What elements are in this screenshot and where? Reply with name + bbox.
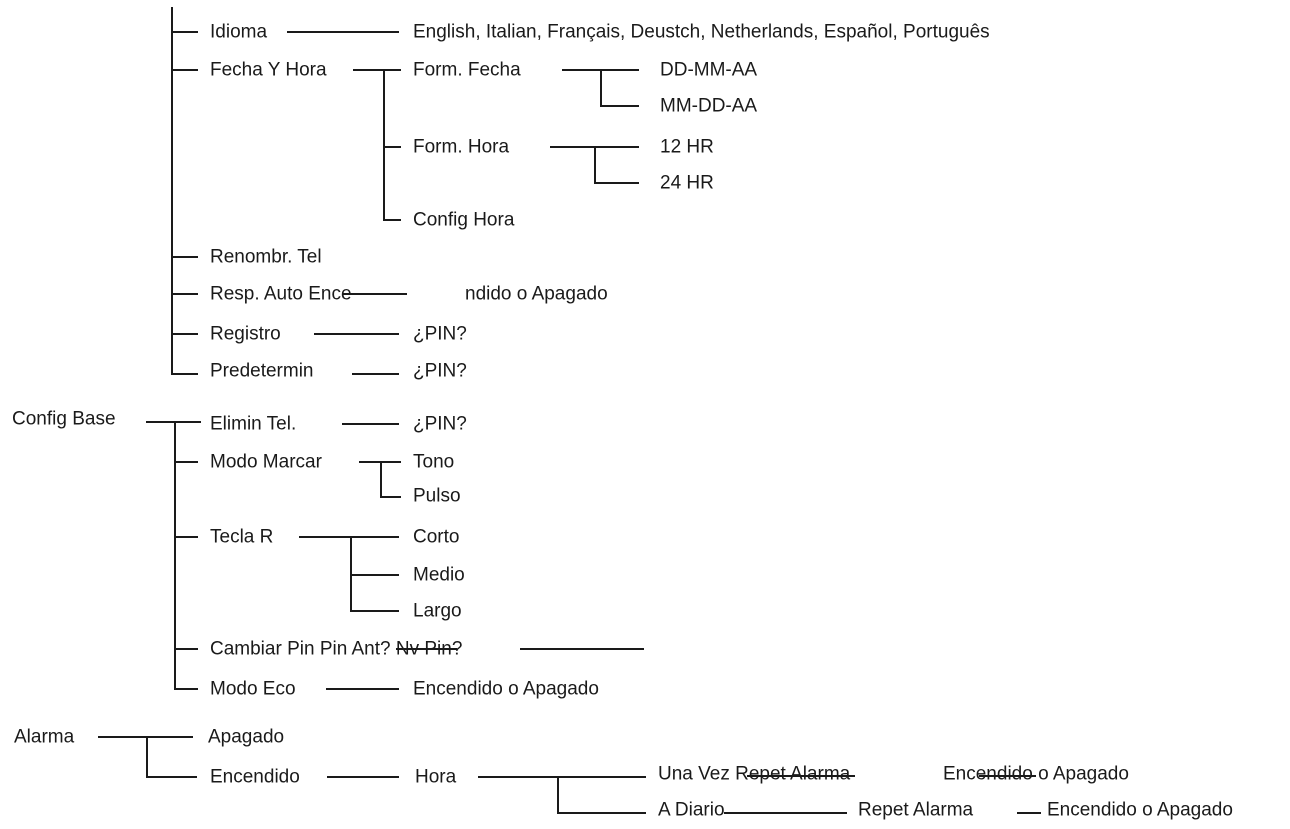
node-apagado: Apagado bbox=[208, 726, 285, 748]
node-fecha-y-hora: Fecha Y Hora bbox=[210, 59, 327, 81]
node-a-diario: A Diario bbox=[658, 799, 725, 821]
node-pulso: Pulso bbox=[413, 485, 461, 507]
node-alarma: Alarma bbox=[14, 726, 75, 748]
node-form-hora: Form. Hora bbox=[413, 136, 510, 158]
node-config-base: Config Base bbox=[12, 408, 116, 430]
node-tono: Tono bbox=[413, 451, 455, 473]
node-elimin-tel: Elimin Tel. bbox=[210, 413, 297, 435]
node-renombr-tel: Renombr. Tel bbox=[210, 246, 322, 268]
node-resp-auto-value: ndido o Apagado bbox=[465, 283, 608, 305]
node-24-hr: 24 HR bbox=[660, 172, 714, 194]
node-cambiar-pin: Cambiar Pin Pin Ant? Nv Pin? bbox=[210, 638, 463, 660]
node-idiomas: English, Italian, Français, Deustch, Netherlands, Español, Português bbox=[413, 21, 990, 43]
node-medio: Medio bbox=[413, 564, 465, 586]
node-modo-eco-value: Encendido o Apagado bbox=[413, 678, 599, 700]
node-elimin-pin: ¿PIN? bbox=[413, 413, 467, 435]
node-registro-pin: ¿PIN? bbox=[413, 323, 467, 345]
node-corto: Corto bbox=[413, 526, 460, 548]
node-idioma: Idioma bbox=[210, 21, 268, 43]
node-form-fecha: Form. Fecha bbox=[413, 59, 521, 81]
node-largo: Largo bbox=[413, 600, 462, 622]
node-encendido: Encendido bbox=[210, 766, 300, 788]
node-una-vez-value: Encendido o Apagado bbox=[943, 763, 1129, 785]
node-hora: Hora bbox=[415, 766, 457, 788]
node-repet-alarma: Repet Alarma bbox=[858, 799, 974, 821]
node-config-hora: Config Hora bbox=[413, 209, 515, 231]
node-mm-dd-aa: MM-DD-AA bbox=[660, 95, 758, 117]
node-tecla-r: Tecla R bbox=[210, 526, 274, 548]
node-modo-eco: Modo Eco bbox=[210, 678, 296, 700]
node-predetermin-pin: ¿PIN? bbox=[413, 360, 467, 382]
node-dd-mm-aa: DD-MM-AA bbox=[660, 59, 758, 81]
node-a-diario-value: Encendido o Apagado bbox=[1047, 799, 1233, 821]
node-predetermin: Predetermin bbox=[210, 360, 314, 382]
node-una-vez: Una Vez Repet Alarma bbox=[658, 763, 851, 785]
node-12-hr: 12 HR bbox=[660, 136, 714, 158]
node-registro: Registro bbox=[210, 323, 281, 345]
node-modo-marcar: Modo Marcar bbox=[210, 451, 322, 473]
node-resp-auto: Resp. Auto Ence bbox=[210, 283, 352, 305]
